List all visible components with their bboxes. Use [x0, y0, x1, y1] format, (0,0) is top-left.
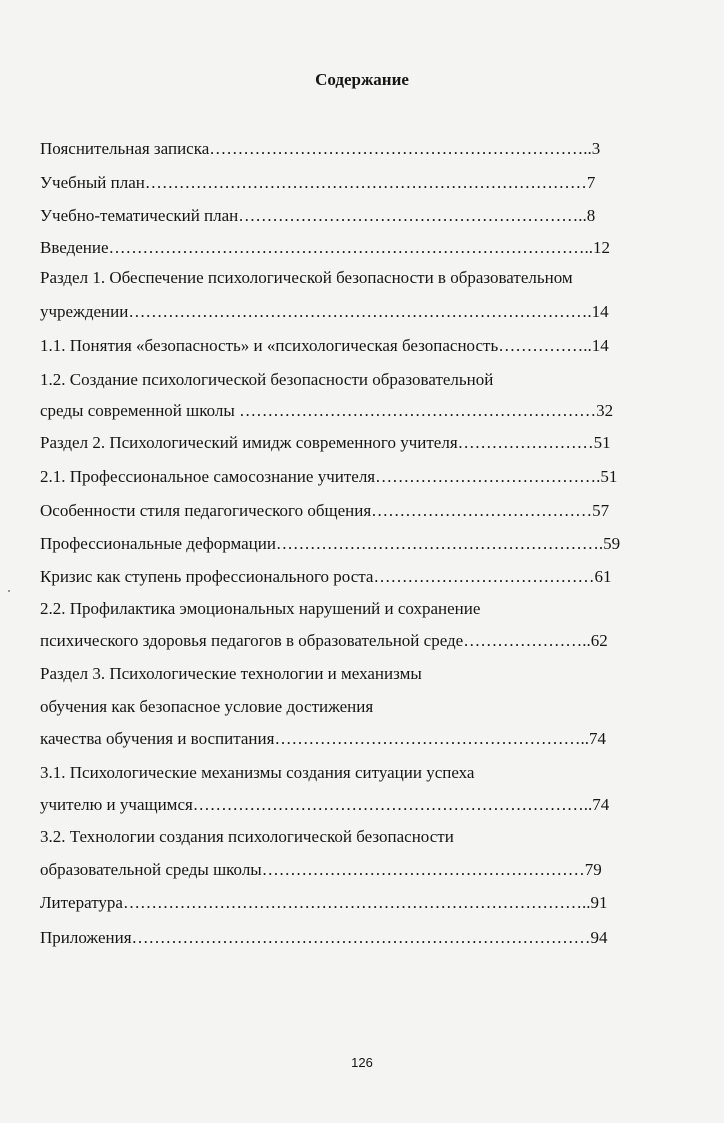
toc-line: 1.1. Понятия «безопасность» и «психологическая безопасность……………..14: [40, 336, 609, 355]
toc-line: Профессиональные деформации………………………………………………….59: [40, 534, 621, 553]
toc-line: 3.1. Психологические механизмы создания ситуации успеха: [40, 763, 475, 782]
toc-line: 2.2. Профилактика эмоциональных нарушений и сохранение: [40, 599, 481, 618]
scan-speck: [8, 590, 10, 592]
toc-line: Введение…………………………………………………………………………..12: [40, 238, 611, 257]
toc-line: Пояснительная записка…………………………………………………………..3: [40, 139, 601, 158]
toc-line: среды современной школы ………………………………………………………32: [40, 401, 614, 420]
page-title: Содержание: [315, 70, 409, 89]
toc-line: обучения как безопасное условие достижения: [40, 697, 374, 716]
toc-line: учреждении……………………………………………………………………….14: [40, 302, 609, 321]
toc-line: Учебно-тематический план……………………………………………………..8: [40, 206, 596, 225]
toc-line: 2.1. Профессиональное самосознание учителя………………………………….51: [40, 467, 618, 486]
toc-line: Литература………………………………………………………………………..91: [40, 893, 608, 912]
toc-line: Приложения………………………………………………………………………94: [40, 928, 608, 947]
toc-line: качества обучения и воспитания………………………………………………..74: [40, 729, 606, 748]
toc-line: Особенности стиля педагогического общения…………………………………57: [40, 501, 610, 520]
toc-line: Раздел 1. Обеспечение психологической безопасности в образовательном: [40, 268, 573, 287]
toc-line: 3.2. Технологии создания психологической безопасности: [40, 827, 454, 846]
toc-line: Учебный план……………………………………………………………………7: [40, 173, 596, 192]
toc-line: образовательной среды школы…………………………………………………79: [40, 860, 602, 879]
toc-line: психического здоровья педагогов в образовательной среде…………………..62: [40, 631, 608, 650]
toc-line: Кризис как ступень профессионального роста…………………………………61: [40, 567, 612, 586]
toc-line: Раздел 2. Психологический имидж современного учителя……………………51: [40, 433, 611, 452]
toc-line: учителю и учащимся……………………………………………………………..74: [40, 795, 610, 814]
page-number: 126: [351, 1055, 373, 1070]
toc-line: Раздел 3. Психологические технологии и механизмы: [40, 664, 422, 683]
toc-line: 1.2. Создание психологической безопасности образовательной: [40, 370, 494, 389]
